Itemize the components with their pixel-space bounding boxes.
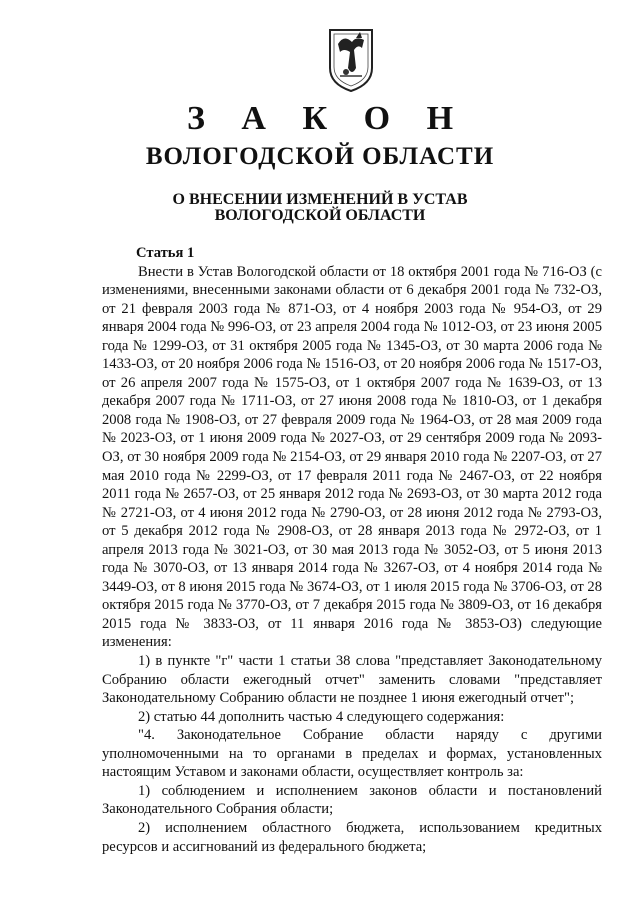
- amendment-item-2: 2) статью 44 дополнить частью 4 следующего содержания:: [138, 708, 505, 725]
- document-type-title: З А К О Н: [186, 100, 468, 137]
- article-heading: Статья 1: [136, 245, 195, 261]
- document-subtitle-line2: ВОЛОГОДСКОЙ ОБЛАСТИ: [214, 207, 426, 224]
- quoted-part-4: "4. Законодательное Собрание области наряду с другими уполномоченными на то органами в пределах и формах, установленных настоящим Уставом и законами области, осуществляет контроль за:: [102, 727, 602, 781]
- coat-of-arms-icon: [326, 24, 376, 94]
- article-intro-paragraph: Внести в Устав Вологодской области от 18 октября 2001 года № 716-ОЗ (с изменениями, внесенными законами области от 6 декабря 2001 года № 732-ОЗ, от 21 февраля 2003 года № 871-ОЗ, от 4 ноября 2003 года № 954-ОЗ, от 29 января 2004 года № 996-ОЗ, от 23 апреля 2004 года № 1012-ОЗ, от 23 июня 2005 года № 1299-ОЗ, от 31 октября 2005 года № 1345-ОЗ, от 30 марта 2006 года № 1433-ОЗ, от 20 ноября 2006 года № 1516-ОЗ, от 20 ноября 2006 года № 1517-ОЗ, от 26 апреля 2007 года № 1575-ОЗ, от 1 октября 2007 года № 1639-ОЗ, от 13 декабря 2007 года № 1711-ОЗ, от 27 июня 2008 года № 1810-ОЗ, от 1 декабря 2008 года № 1908-ОЗ, от 27 февраля 2009 года № 1964-ОЗ, от 28 мая 2009 года № 2023-ОЗ, от 1 июня 2009 года № 2027-ОЗ, от 29 сентября 2009 года № 2093-ОЗ, от 30 ноября 2009 года № 2154-ОЗ, от 29 января 2010 года № 2207-ОЗ, от 27 мая 2010 года № 2299-ОЗ, от 17 февраля 2011 года № 2467-ОЗ, от 22 ноября 2011 года № 2657-ОЗ, от 25 января 2012 года № 2693-ОЗ, от 30 марта 2012 года № 2721-ОЗ, от 4 июня 2012 года № 2790-ОЗ, от 28 июня 2012 года № 2793-ОЗ, от 5 декабря 2012 года № 2908-ОЗ, от 28 января 2013 года № 2972-ОЗ, от 1 апреля 2013 года № 3021-ОЗ, от 30 мая 2013 года № 3052-ОЗ, от 5 июня 2013 года № 3070-ОЗ, от 13 января 2014 года № 3267-ОЗ, от 4 ноября 2014 года № 3449-ОЗ, от 8 июня 2015 года № 3674-ОЗ, от 1 июля 2015 года № 3706-ОЗ, от 28 октября 2015 года № 3770-ОЗ, от 7 декабря 2015 года № 3809-ОЗ, от 16 декабря 2015 года № 3833-ОЗ, от 11 января 2016 года № 3853-ОЗ) следующие изменения:: [102, 263, 602, 651]
- region-title: ВОЛОГОДСКОЙ ОБЛАСТИ: [145, 143, 495, 170]
- document-body: [102, 244, 602, 856]
- amendment-item-1: 1) в пункте "г" части 1 статьи 38 слова "представляет Законодательному Собранию области ежегодный отчет" заменить словами "представляет Законодательному Собранию области не позднее 1 июня ежегодный отчет";: [102, 653, 602, 707]
- document-subtitle-line1: О ВНЕСЕНИИ ИЗМЕНЕНИЙ В УСТАВ: [172, 191, 468, 208]
- quoted-subitem-2: 2) исполнением областного бюджета, использованием кредитных ресурсов и ассигнований из федерального бюджета;: [102, 819, 602, 855]
- quoted-subitem-1: 1) соблюдением и исполнением законов области и постановлений Законодательного Собрания области;: [102, 782, 602, 818]
